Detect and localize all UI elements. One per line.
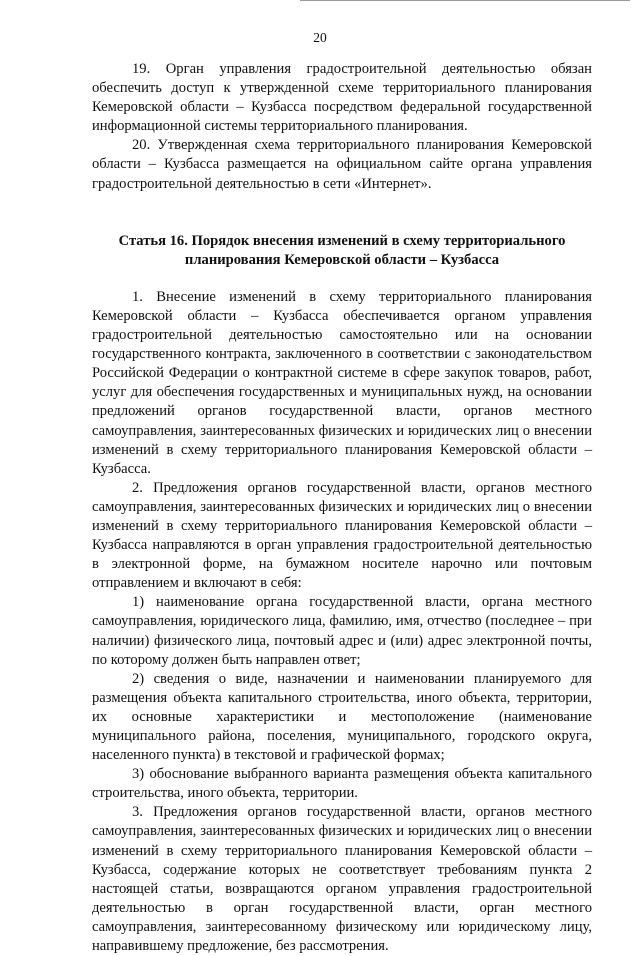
page-number: 20 [313,30,327,45]
paragraph-19: 19. Орган управления градостроительной деятельностью обязан обеспечить доступ к утвержденной схеме территориального планирования Кемеровской области – Кузбасса посредством федеральной государственной информационной системы территориального планирования. [92,61,592,135]
scan-edge-line [300,0,630,1]
article-16-item-1: 1. Внесение изменений в схему территориального планирования Кемеровской области – Кузбасса обеспечивается органом управления градостроительной деятельностью самостоятельно или на основании государственного контракта, заключенного в соответствии с законодательством Российской Федерации о контрактной системе в сфере закупок товаров, работ, услуг для обеспечения государственных и муниципальных нужд, на основании предложений органов государственной власти, органов местного самоуправления, заинтересованных физических и юридических лиц о внесении изменений в схему территориального планирования Кемеровской области – Кузбасса. [92,288,592,477]
article-16-item-3: 3. Предложения органов государственной власти, органов местного самоуправления, заинтересованных физических и юридических лиц о внесении изменений в схему территориального планирования Кемеровской области – Кузбасса, содержание которых не соответствует требованиям пункта 2 настоящей статьи, возвращаются органом управления градостроительной деятельностью в орган государственной власти, орган местного самоуправления, заинтересованному физическому или юридическому лицу, направившему предложение, без рассмотрения. [92,804,592,955]
article-16-item-2-sub-2: 2) сведения о виде, назначении и наименовании планируемого для размещения объекта капитального строительства, иного объекта, территории, их основные характеристики и местоположение (наименование муниципального района, поселения, муниципального, городского округа, населенного пункта) в текстовой и графической формах; [92,670,592,764]
article-16-heading: Статья 16. Порядок внесения изменений в схему территориального планирования Кемеровской области – Кузбасса [118,232,566,268]
article-16-item-2-sub-3: 3) обоснование выбранного варианта размещения объекта капитального строительства, иного объекта, территории. [92,766,592,802]
document-body [92,60,592,956]
article-16-item-2: 2. Предложения органов государственной власти, органов местного самоуправления, заинтересованных физических и юридических лиц о внесении изменений в схему территориального планирования Кемеровской области – Кузбасса направляются в орган управления градостроительной деятельностью в электронной форме, на бумажном носителе нарочно или почтовым отправлением и включают в себя: [92,479,592,592]
paragraph-20: 20. Утвержденная схема территориального планирования Кемеровской области – Кузбасса размещается на официальном сайте органа управления градостроительной деятельностью в сети «Интернет». [92,137,592,192]
article-16-item-2-sub-1: 1) наименование органа государственной власти, органа местного самоуправления, юридического лица, фамилию, имя, отчество (последнее – при наличии) физического лица, почтовый адрес и (или) адрес электронной почты, по которому должен быть направлен ответ; [92,594,592,668]
